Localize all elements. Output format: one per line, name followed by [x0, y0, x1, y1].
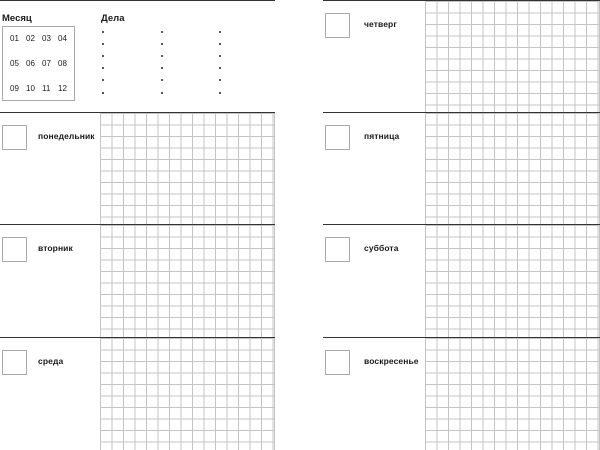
tuesday-date-box[interactable] [2, 237, 27, 262]
task-bullet [102, 92, 104, 94]
month-item[interactable]: 09 [10, 84, 19, 93]
month-item[interactable]: 07 [42, 59, 51, 68]
task-bullet [219, 31, 221, 33]
task-bullet [161, 55, 163, 57]
task-bullet [219, 67, 221, 69]
task-bullet [161, 67, 163, 69]
month-item[interactable]: 02 [26, 34, 35, 43]
task-bullet [102, 79, 104, 81]
task-bullet [161, 31, 163, 33]
month-item[interactable]: 12 [58, 84, 67, 93]
month-selector [2, 26, 75, 101]
monday-label: понедельник [38, 131, 95, 141]
month-item[interactable]: 03 [42, 34, 51, 43]
thursday-grid[interactable] [425, 1, 600, 112]
saturday-grid[interactable] [425, 225, 600, 337]
month-item[interactable]: 05 [10, 59, 19, 68]
task-bullet [102, 55, 104, 57]
month-item[interactable]: 01 [10, 34, 19, 43]
sunday-label: воскресенье [364, 356, 419, 366]
friday-grid[interactable] [425, 113, 600, 224]
task-bullet [102, 31, 104, 33]
saturday-date-box[interactable] [325, 237, 350, 262]
monday-grid[interactable] [100, 113, 275, 224]
month-item[interactable]: 04 [58, 34, 67, 43]
task-bullet [161, 79, 163, 81]
tuesday-grid[interactable] [100, 225, 275, 337]
task-bullet [219, 55, 221, 57]
tasks-title: Дела [101, 13, 125, 24]
month-item[interactable]: 10 [26, 84, 35, 93]
month-item[interactable]: 11 [42, 84, 51, 93]
task-bullet [219, 43, 221, 45]
month-item[interactable]: 06 [26, 59, 35, 68]
wednesday-label: среда [38, 356, 64, 366]
month-item[interactable]: 08 [58, 59, 67, 68]
task-bullet [102, 67, 104, 69]
sunday-grid[interactable] [425, 338, 600, 450]
month-title: Месяц [2, 13, 32, 24]
thursday-label: четверг [364, 19, 397, 29]
friday-date-box[interactable] [325, 125, 350, 150]
sunday-date-box[interactable] [325, 350, 350, 375]
wednesday-grid[interactable] [100, 338, 275, 450]
task-bullet [161, 92, 163, 94]
monday-date-box[interactable] [2, 125, 27, 150]
task-bullet [102, 43, 104, 45]
month-grid [10, 35, 74, 93]
friday-label: пятница [364, 131, 400, 141]
task-bullet [219, 92, 221, 94]
thursday-date-box[interactable] [325, 13, 350, 38]
wednesday-date-box[interactable] [2, 350, 27, 375]
tuesday-label: вторник [38, 243, 73, 253]
task-bullet [219, 79, 221, 81]
task-bullet [161, 43, 163, 45]
saturday-label: суббота [364, 243, 399, 253]
top-rule-left [0, 0, 275, 1]
